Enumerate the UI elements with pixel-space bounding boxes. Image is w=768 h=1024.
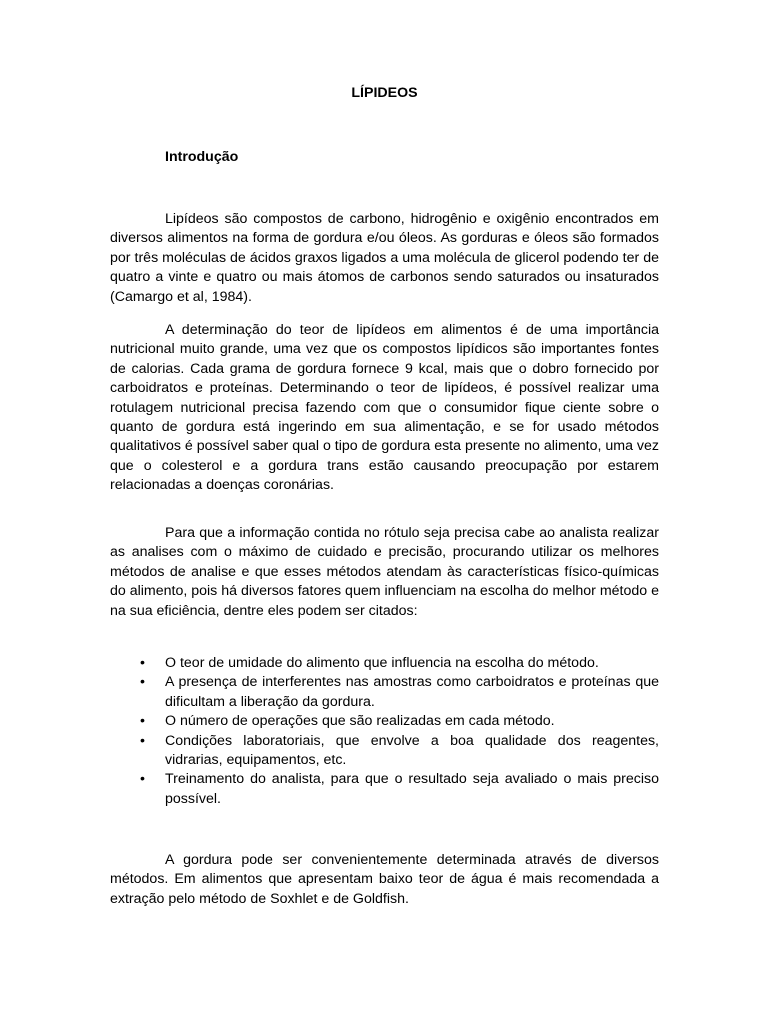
list-item	[140, 673, 659, 712]
document-title: LÍPIDEOS	[351, 85, 418, 101]
bullet-icon: •	[140, 713, 145, 730]
list-item-text: Condições laboratoriais, que envolve a boa qualidade dos reagentes, vidrarias, equipamentos, etc.	[165, 732, 659, 769]
list-item-text: O teor de umidade do alimento que influencia na escolha do método.	[165, 655, 599, 671]
paragraph-3: Para que a informação contida no rótulo seja precisa cabe ao analista realizar as analises com o máximo de cuidado e precisão, procurando utilizar os melhores métodos de analise e que esses métodos atendam às características físico-químicas do alimento, pois há diversos fatores quem influenciam na escolha do melhor método e na sua eficiência, dentre eles podem ser citados:	[110, 525, 659, 619]
list-item	[140, 654, 659, 673]
bullet-icon: •	[140, 732, 145, 749]
list-item	[140, 712, 659, 731]
list-item-text: Treinamento do analista, para que o resultado seja avaliado o mais preciso possível.	[165, 771, 659, 807]
bullet-icon: •	[140, 771, 145, 788]
list-item-text: A presença de interferentes nas amostras como carboidratos e proteínas que dificultam a liberação da gordura.	[165, 674, 659, 710]
list-item	[140, 770, 659, 809]
section-heading: Introdução	[165, 149, 239, 165]
list-item-text: O número de operações que são realizadas em cada método.	[165, 713, 555, 730]
factor-list	[140, 654, 659, 809]
closing-paragraph: A gordura pode ser convenientemente determinada através de diversos métodos. Em alimentos que apresentam baixo teor de água é mais recomendada a extração pelo método de Soxhlet e de Goldfish.	[110, 852, 659, 907]
bullet-icon: •	[140, 674, 145, 691]
bullet-icon: •	[140, 655, 145, 671]
paragraph-2: A determinação do teor de lipídeos em alimentos é de uma importância nutricional muito grande, uma vez que os compostos lipídicos são importantes fontes de calorias. Cada grama de gordura fornece 9 kcal, mais que o dobro fornecido por carboidratos e proteínas. Determinando o teor de lipídeos, é possível realizar uma rotulagem nutricional precisa fazendo com que o consumidor fique ciente sobre o quanto de gordura está ingerindo em sua alimentação, e se for usado métodos qualitativos é possível saber qual o tipo de gordura esta presente no alimento, uma vez que o colesterol e a gordura trans estão causando preocupação por estarem relacionadas a doenças coronárias.	[110, 322, 659, 494]
list-item	[140, 732, 659, 771]
paragraph-1: Lipídeos são compostos de carbono, hidrogênio e oxigênio encontrados em diversos alimentos na forma de gordura e/ou óleos. As gorduras e óleos são formados por três moléculas de ácidos graxos ligados a uma molécula de glicerol podendo ter de quatro a vinte e quatro ou mais átomos de carbonos sendo saturados ou insaturados (Camargo et al, 1984).	[110, 211, 659, 305]
